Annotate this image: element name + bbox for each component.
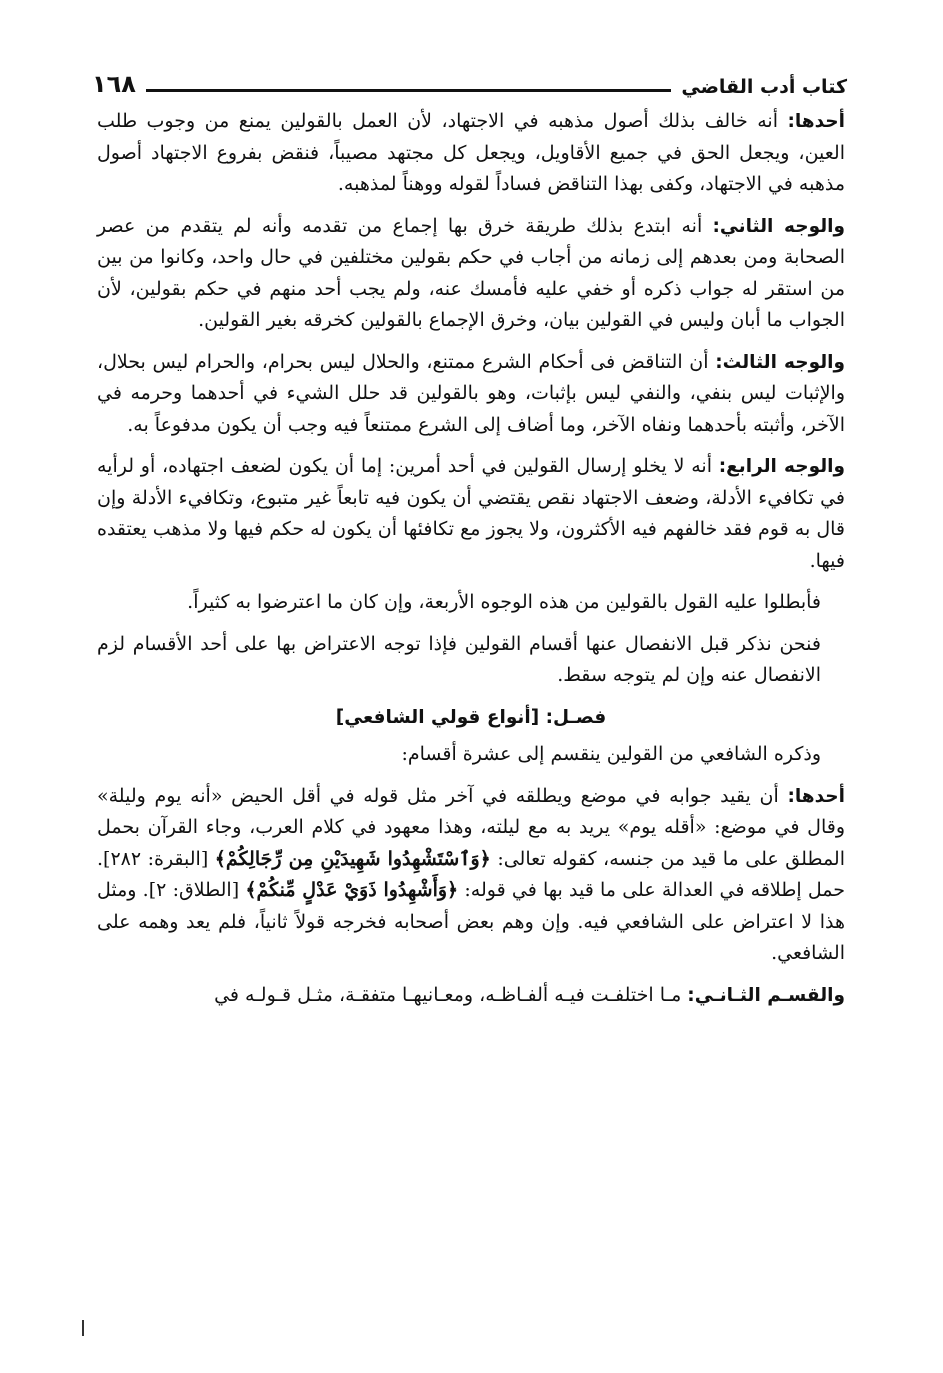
paragraph-summary: فأبطلوا عليه القول بالقولين من هذه الوجوه الأربعة، وإن كان ما اعترضوا به كثيراً. <box>187 591 821 613</box>
paragraph-first-category <box>97 781 845 970</box>
paragraph-lead: أحدها: <box>787 785 845 807</box>
margin-mark <box>82 1320 84 1336</box>
paragraph-lead: والقسـم الثـانـي: <box>687 984 845 1006</box>
paragraph-text: أن التناقض فى أحكام الشرع ممتنع، والحلال ليس بحرام، والحرام ليس بحلال، والإثبات ليس بنفي، والنفي ليس بإثبات، وهو بالقولين قد حلل الشيء في أحدهما وحرمه في الآخر، وأثبته بأحدهما ونفاه الآخر، وما أضاف إلى الشرع ممتنعاً فيه وجب أن يكون مدفوعاً به. <box>97 350 845 436</box>
paragraph-text: أنه خالف بذلك أصول مذهبه في الاجتهاد، لأن العمل بالقولين يمنع من وجوب طلب العين، ويجعل الحق في جميع الأقاويل، ويجعل كل مجتهد مصيباً، فنقض بفروع الاجتهاد أصول مذهبه في الاجتهاد، وكفى بهذا التناقض فساداً لقوله ووهناً لمذهبه. <box>97 110 845 195</box>
page-number: ١٦٨ <box>92 70 136 98</box>
paragraph-text: أنه ابتدع بذلك طريقة خرق بها إجماع من تقدمه وأنه لم يتقدم من عصر الصحابة ومن بعدهم إلى زمانه من أجاب في حكم بقولين مختلفين في حال واحد، وكانوا من بين من استقر له جواب ذكره أو خفي عليه فأمسك عنه، ولم يجب أحد منهم في حكم بقولين، لأن الجواب ما أبان وليس في القولين بيان، وخرق الإجماع بالقولين كخرقه بغير القولين. <box>97 214 845 331</box>
paragraph-section-intro: وذكره الشافعي من القولين ينقسم إلى عشرة أقسام: <box>401 743 821 765</box>
paragraph-second-aspect <box>97 211 845 337</box>
paragraph-text: أن يقيد جوابه في موضع ويطلقه في آخر مثل قوله في أقل الحيض «أنه يوم وليلة» وقال في موضع: «أقله يوم» يريد به مع ليلته، وهذا معهود في كلام العرب، وجاء القرآن بحمل المطلق على ما قيد من جنسه، كقوله تعالى: <box>97 784 845 870</box>
paragraph-second-category <box>97 980 845 1012</box>
quran-verse: ﴿وَٱسْتَشْهِدُوا شَهِيدَيْنِ مِن رِّجَالِكُمْ﴾ <box>214 847 491 870</box>
paragraph-third-aspect <box>97 347 845 442</box>
quran-verse: ﴿وَأَشْهِدُوا ذَوَيْ عَدْلٍ مِّنكُمْ﴾ <box>245 879 459 901</box>
page-body <box>97 106 845 1021</box>
paragraph-text: مـا اختلفـت فيـه ألفـاظـه، ومعـانيهـا متفقـة، مثـل قـولـه في <box>214 983 688 1006</box>
header-rule <box>146 89 671 92</box>
paragraph-first-aspect <box>97 106 845 201</box>
paragraph-lead: أحدها: <box>787 111 845 132</box>
paragraph-lead: والوجه الثالث: <box>715 351 845 373</box>
paragraph-text: [البقرة: ٢٨٢]. حمل إطلاقه في العدالة على ما قيد بها في قوله: <box>97 847 845 901</box>
paragraph-text: [الطلاق: ٢]. ومثل هذا لا اعتراض على الشافعي فيه. وإن وهم بعض أصحابه فخرجه قولاً ثانياً، فلم يعد وهمه على الشافعي. <box>97 879 845 964</box>
page-header <box>78 62 847 102</box>
section-heading: فصـل: [أنواع قولي الشافعي] <box>335 706 607 728</box>
book-title: كتاب أدب القاضي <box>681 76 847 98</box>
paragraph-text: أنه لا يخلو إرسال القولين في أحد أمرين: إما أن يكون لضعف اجتهاده، أو لرأيه في تكافيء الأدلة، وضعف الاجتهاد نقص يقتضي أن يكون فيه تابعاً غير متبوع، وتكافيء الأدلة وإن قال به قوم فقد خالفهم فيه الأكثرون، ولا يجوز مع تكافئها أن يكون له حكم فيها ولا مذهب يعتقده فيها. <box>97 455 845 572</box>
paragraph-transition: فنحن نذكر قبل الانفصال عنها أقسام القولين فإذا توجه الاعتراض بها على أحد الأقسام لزم الانفصال عنه وإن لم يتوجه سقط. <box>97 632 821 686</box>
paragraph-lead: والوجه الثاني: <box>712 215 845 237</box>
paragraph-lead: والوجه الرابع: <box>718 456 845 477</box>
paragraph-fourth-aspect <box>97 451 845 577</box>
